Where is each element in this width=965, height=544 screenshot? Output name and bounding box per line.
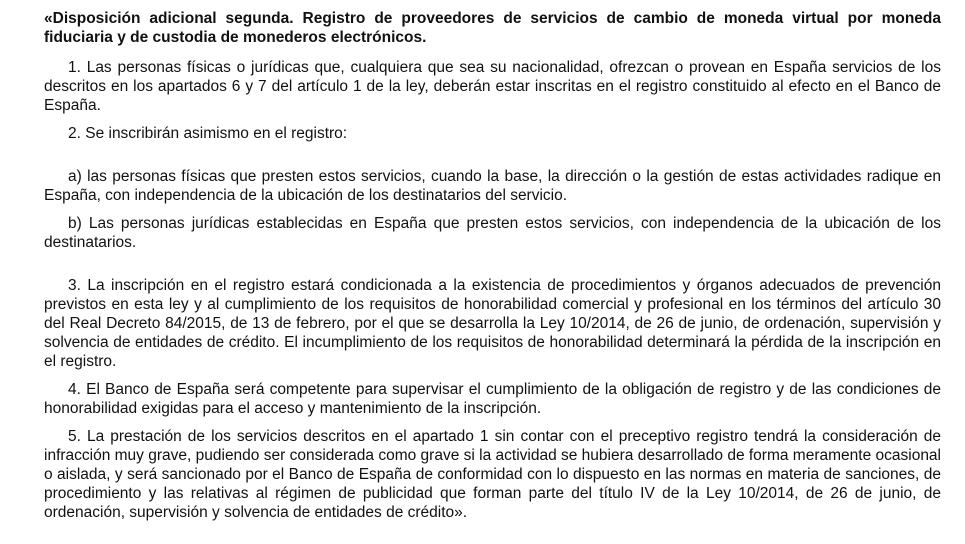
paragraph-4: 4. El Banco de España será competente para supervisar el cumplimiento de la obligación de registro y de las condiciones de honorabilidad exigidas para el acceso y mantenimiento de la inscripción. [44, 381, 941, 417]
paragraph-2b: b) Las personas jurídicas establecidas en España que presten estos servicios, con independencia de la ubicación de los destinatarios. [44, 215, 941, 251]
paragraph-5: 5. La prestación de los servicios descritos en el apartado 1 sin contar con el preceptivo registro tendrá la consideración de infracción muy grave, pudiendo ser considerada como grave si la actividad se hubiera desarrollado de forma meramente ocasional o aislada, y será sancionado por el Banco de España de conformidad con lo dispuesto en las normas en materia de sanciones, de procedimiento y las relativas al régimen de publicidad que forman parte del título IV de la Ley 10/2014, de 26 de junio, de ordenación, supervisión y solvencia de entidades de crédito». [44, 428, 941, 521]
paragraph-2a: a) las personas físicas que presten estos servicios, cuando la base, la dirección o la gestión de estas actividades radique en España, con independencia de la ubicación de los destinatarios del servicio. [44, 168, 941, 204]
document-heading: «Disposición adicional segunda. Registro de proveedores de servicios de cambio de moneda virtual por moneda fiduciaria y de custodia de monederos electrónicos. [44, 10, 941, 46]
paragraph-3: 3. La inscripción en el registro estará condicionada a la existencia de procedimientos y órganos adecuados de prevención previstos en esta ley y al cumplimiento de los requisitos de honorabilidad comercial y profesional en los términos del artículo 30 del Real Decreto 84/2015, de 13 de febrero, por el que se desarrolla la Ley 10/2014, de 26 de junio, de ordenación, supervisión y solvencia de entidades de crédito. El incumplimiento de los requisitos de honorabilidad determinará la pérdida de la inscripción en el registro. [44, 277, 941, 370]
paragraph-2: 2. Se inscribirán asimismo en el registro: [68, 125, 348, 142]
paragraph-1: 1. Las personas físicas o jurídicas que, cualquiera que sea su nacionalidad, ofrezcan o provean en España servicios de los descritos en los apartados 6 y 7 del artículo 1 de la ley, deberán estar inscritas en el registro constituido al efecto en el Banco de España. [44, 59, 941, 114]
